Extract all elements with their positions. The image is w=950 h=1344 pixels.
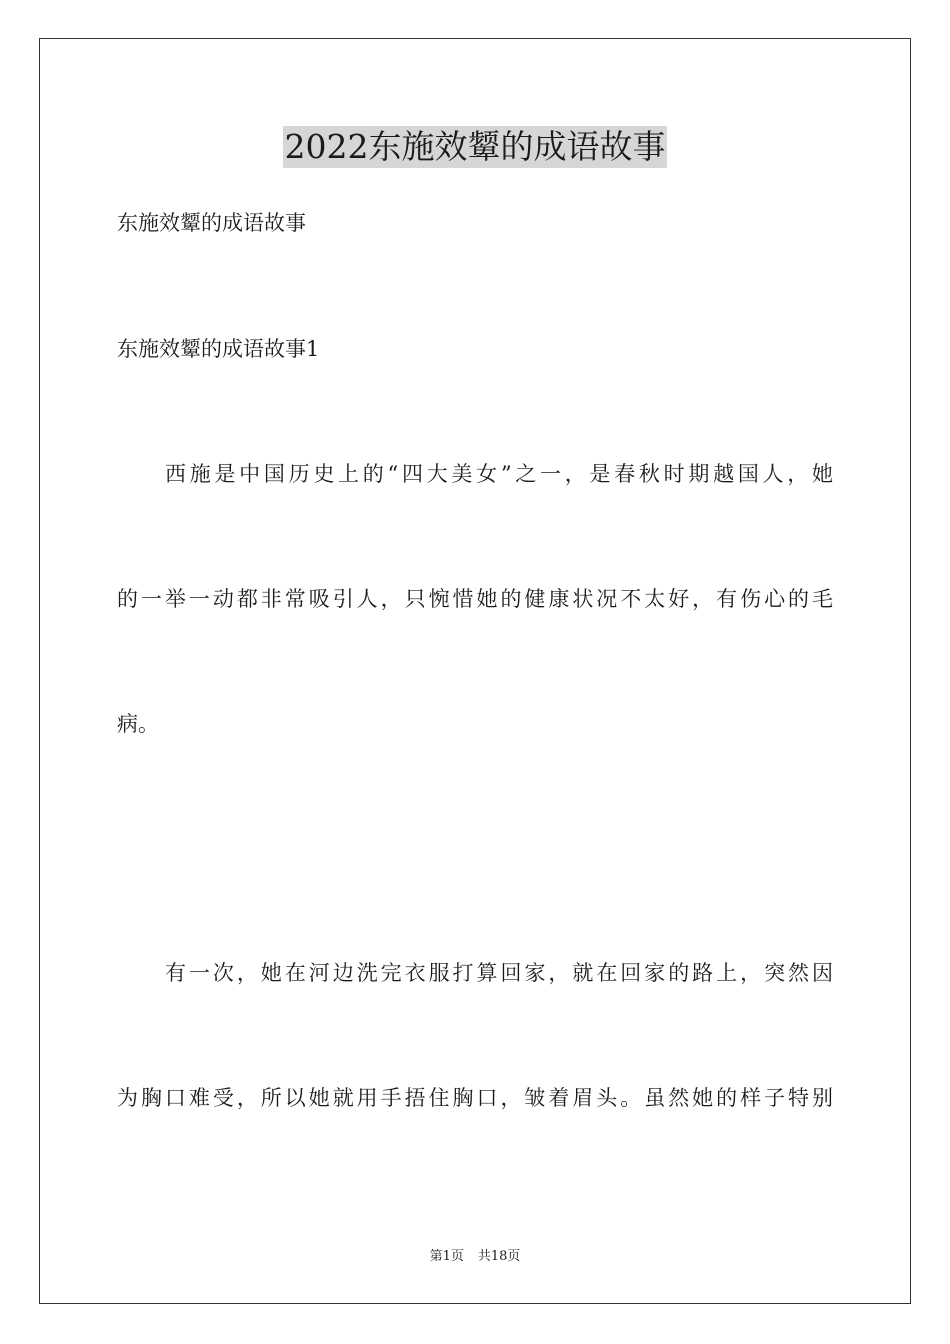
document-title bbox=[0, 126, 950, 168]
page-total: 共18页 bbox=[477, 1249, 521, 1264]
paragraph-1-line-1: 西施是中国历史上的“四大美女”之一，是春秋时期越国人，她 bbox=[165, 462, 833, 486]
paragraph-1-line-2: 的一举一动都非常吸引人，只惋惜她的健康状况不太好，有伤心的毛 bbox=[117, 587, 833, 611]
page-footer bbox=[0, 1247, 950, 1267]
document-title-text: 2022东施效颦的成语故事 bbox=[284, 127, 666, 166]
paragraph-2-line-1: 有一次，她在河边洗完衣服打算回家，就在回家的路上，突然因 bbox=[165, 961, 833, 985]
paragraph-2-line-2: 为胸口难受，所以她就用手捂住胸口，皱着眉头。虽然她的样子特别 bbox=[117, 1086, 833, 1110]
section-heading: 东施效颦的成语故事1 bbox=[117, 337, 320, 361]
page-number: 第1页 bbox=[429, 1249, 464, 1264]
subtitle: 东施效颦的成语故事 bbox=[117, 211, 306, 235]
paragraph-1-line-3: 病。 bbox=[117, 712, 159, 736]
